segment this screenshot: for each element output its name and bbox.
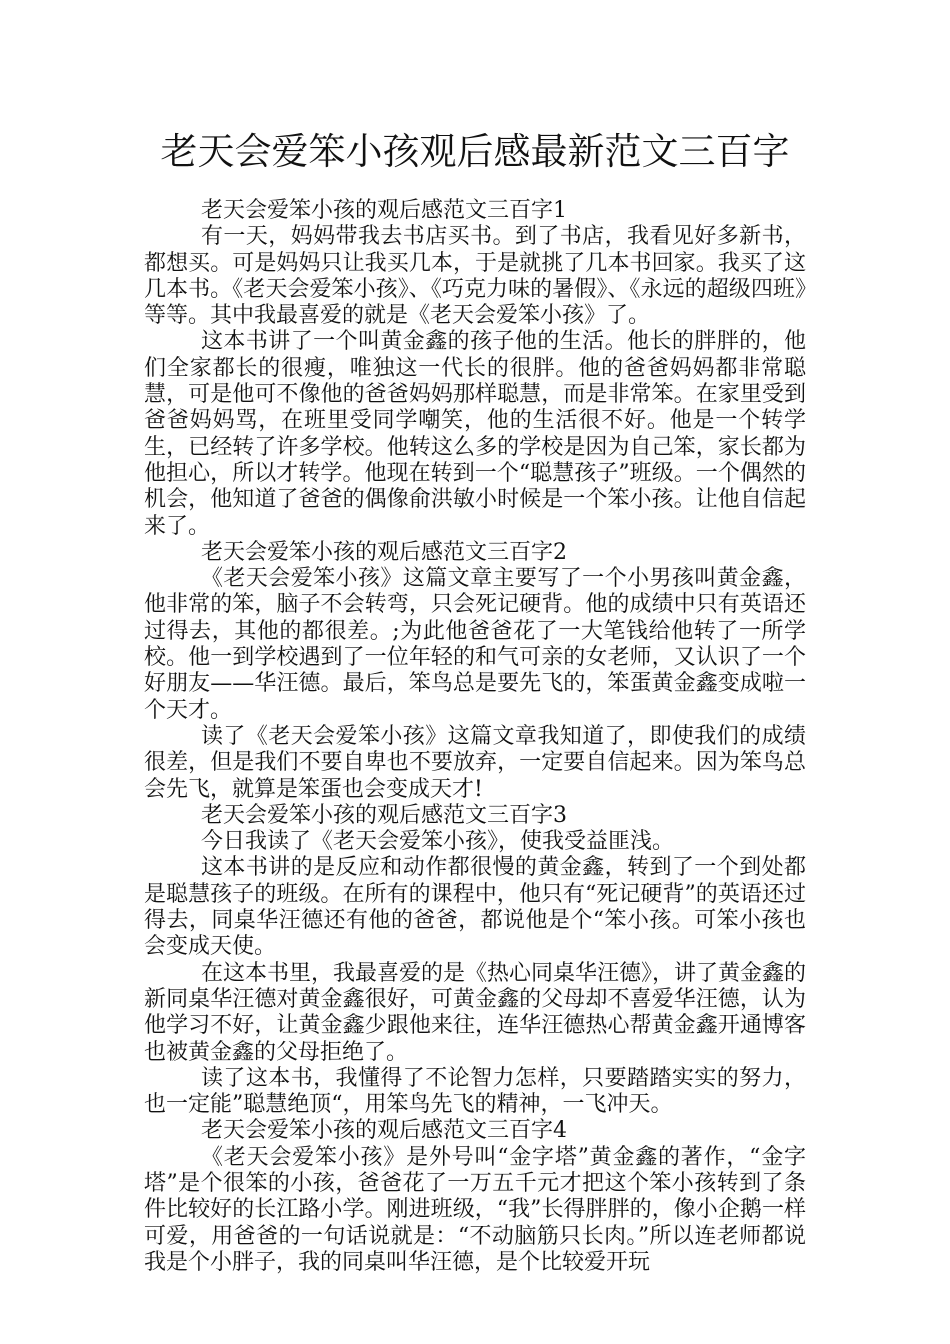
paragraph: 在这本书里，我最喜爱的是《热心同桌华汪德》，讲了黄金鑫的新同桌华汪德对黄金鑫很好，可黄金鑫的父母却不喜爱华汪德，认为他学习不好，让黄金鑫少跟他来往，连华汪德热心帮黄金鑫开通博客也被黄金鑫的父母拒绝了。	[144, 960, 807, 1065]
paragraph: 《老天会爱笨小孩》是外号叫“金字塔”黄金鑫的著作，“金字塔”是个很笨的小孩，爸爸花了一万五千元才把这个笨小孩转到了条件比较好的长江路小学。刚进班级，“我”长得胖胖的，像小企鹅一样可爱，用爸爸的一句话说就是：“不动脑筋只长肉。”所以连老师都说我是个小胖子，我的同桌叫华汪德，是个比较爱开玩	[144, 1144, 806, 1275]
paragraph: 这本书讲了一个叫黄金鑫的孩子他的生活。他长的胖胖的，他们全家都长的很瘦，唯独这一代长的很胖。他的爸爸妈妈都非常聪慧，可是他可不像他的爸爸妈妈那样聪慧，而是非常笨。在家里受到爸爸妈妈骂，在班里受同学嘲笑，他的生活很不好。他是一个转学生，已经转了许多学校。他转这么多的学校是因为自己笨，家长都为他担心，所以才转学。他现在转到一个“聪慧孩子”班级。一个偶然的机会，他知道了爸爸的偶像俞洪敏小时候是一个笨小孩。让他自信起来了。	[144, 329, 806, 539]
section-heading: 老天会爱笨小孩的观后感范文三百字1	[201, 198, 567, 223]
document-body	[144, 198, 806, 1276]
paragraph: 这本书讲的是反应和动作都很慢的黄金鑫，转到了一个到处都是聪慧孩子的班级。在所有的课程中，他只有“死记硬背”的英语还过得去，同桌华汪德还有他的爸爸，都说他是个“笨小孩。可笨小孩也会变成天使。	[144, 855, 806, 960]
paragraph: 读了这本书，我懂得了不论智力怎样，只要踏踏实实的努力，也一定能”聪慧绝顶“，用笨鸟先飞的精神，一飞冲天。	[144, 1065, 806, 1118]
paragraph: 读了《老天会爱笨小孩》这篇文章我知道了，即使我们的成绩很差，但是我们不要自卑也不要放弃，一定要自信起来。因为笨鸟总会先飞，就算是笨蛋也会变成天才!	[144, 723, 806, 802]
document-title: 老天会爱笨小孩观后感最新范文三百字	[160, 130, 790, 173]
paragraph: 《老天会爱笨小孩》这篇文章主要写了一个小男孩叫黄金鑫，他非常的笨，脑子不会转弯，只会死记硬背。他的成绩中只有英语还过得去，其他的都很差。;为此他爸爸花了一大笔钱给他转了一所学校。他一到学校遇到了一位年轻的和气可亲的女老师，又认识了一个好朋友——华汪德。最后，笨鸟总是要先飞的，笨蛋黄金鑫变成啦一个天才。	[144, 566, 806, 723]
section-heading: 老天会爱笨小孩的观后感范文三百字3	[201, 802, 567, 828]
paragraph: 今日我读了《老天会爱笨小孩》，使我受益匪浅。	[201, 829, 675, 855]
section-heading: 老天会爱笨小孩的观后感范文三百字2	[201, 539, 567, 565]
section-heading: 老天会爱笨小孩的观后感范文三百字4	[201, 1118, 567, 1144]
paragraph: 有一天，妈妈带我去书店买书。到了书店，我看见好多新书，都想买。可是妈妈只让我买几本，于是就挑了几本书回家。我买了这几本书。《老天会爱笨小孩》、《巧克力味的暑假》、《永远的超级四班》等等。其中我最喜爱的就是《老天会爱笨小孩》了。	[144, 224, 806, 329]
